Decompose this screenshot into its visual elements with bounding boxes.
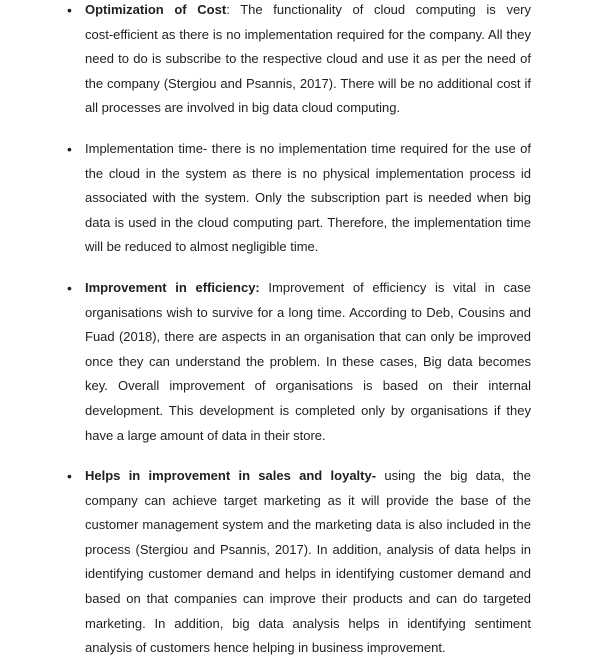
text-line — [85, 162, 531, 187]
line-text: Fuad (2018), there are aspects in an organisation that can only be improved — [85, 329, 531, 345]
text-line — [85, 612, 531, 637]
text-line — [85, 399, 531, 424]
list-item — [67, 137, 531, 260]
line-text: analysis of customers hence helping in business improvement. — [85, 640, 446, 656]
text-line — [85, 276, 531, 301]
lead-text: Helps in improvement in sales and loyalty- — [85, 468, 377, 484]
bullet-marker-icon: • — [67, 468, 72, 485]
bullet-marker-icon: • — [67, 140, 72, 157]
line-text: : The functionality of cloud computing is very — [226, 2, 531, 17]
bullet-marker-icon: • — [67, 279, 72, 296]
text-line — [85, 424, 531, 449]
text-line — [85, 137, 531, 162]
line-text: Implementation time- there is no implementation time required for the use of — [85, 140, 531, 156]
text-line — [85, 211, 531, 236]
line-text: marketing. In addition, big data analysis helps in identifying sentiment — [85, 615, 531, 631]
text-line — [85, 72, 531, 97]
text-line — [85, 636, 531, 661]
list-item — [67, 464, 531, 661]
line-text: will be reduced to almost negligible time. — [85, 239, 319, 255]
line-text: company can achieve target marketing as it will provide the base of the — [85, 492, 531, 508]
text-line — [85, 96, 531, 121]
line-text: based on that companies can improve their products and can do targeted — [85, 591, 531, 607]
text-line — [85, 235, 531, 260]
text-line — [85, 562, 531, 587]
line-text: the company (Stergiou and Psannis, 2017). There will be no additional cost if — [85, 75, 531, 91]
lead-text: Improvement in efficiency: — [85, 279, 260, 295]
line-text: associated with the system. Only the subscription part is needed when big — [85, 190, 531, 206]
line-text: organisations wish to survive for a long time. According to Deb, Cousins and — [85, 304, 531, 320]
list-item — [67, 276, 531, 448]
line-text: process (Stergiou and Psannis, 2017). In addition, analysis of data helps in — [85, 541, 531, 557]
line-text: using the big data, the — [376, 468, 531, 484]
text-line — [85, 301, 531, 326]
list-item — [67, 0, 531, 121]
text-line — [85, 47, 531, 72]
bullet-marker-icon: • — [67, 2, 72, 18]
line-text: need to do is subscribe to the respective cloud and use it as per the need of — [85, 51, 531, 67]
text-line — [85, 587, 531, 612]
line-text: development. This development is completed only by organisations if they — [85, 402, 531, 418]
text-line — [85, 538, 531, 563]
text-line — [85, 0, 531, 23]
line-text: data is used in the cloud computing part. Therefore, the implementation time — [85, 214, 531, 230]
text-line — [85, 464, 531, 489]
text-line — [85, 350, 531, 375]
line-text: Improvement of efficiency is vital in case — [259, 279, 531, 295]
line-text: cost-efficient as there is no implementation required for the company. All they — [85, 26, 531, 42]
line-text: customer management system and the marketing data is also included in the — [85, 517, 531, 533]
line-text: identifying customer demand and helps in identifying customer demand and — [85, 566, 531, 582]
text-line — [85, 186, 531, 211]
line-text: once they can understand the problem. In these cases, Big data becomes — [85, 353, 531, 369]
line-text: all processes are involved in big data cloud computing. — [85, 100, 401, 116]
document-content — [67, 0, 531, 661]
text-line — [85, 325, 531, 350]
line-text: have a large amount of data in their store. — [85, 427, 326, 443]
line-text: key. Overall improvement of organisations is based on their internal — [85, 378, 531, 394]
line-text: the cloud in the system as there is no physical implementation process id — [85, 165, 531, 181]
lead-text: Optimization of Cost — [85, 2, 227, 17]
text-line — [85, 374, 531, 399]
text-line — [85, 513, 531, 538]
bullet-list — [67, 0, 531, 661]
text-line — [85, 23, 531, 48]
text-line — [85, 489, 531, 514]
